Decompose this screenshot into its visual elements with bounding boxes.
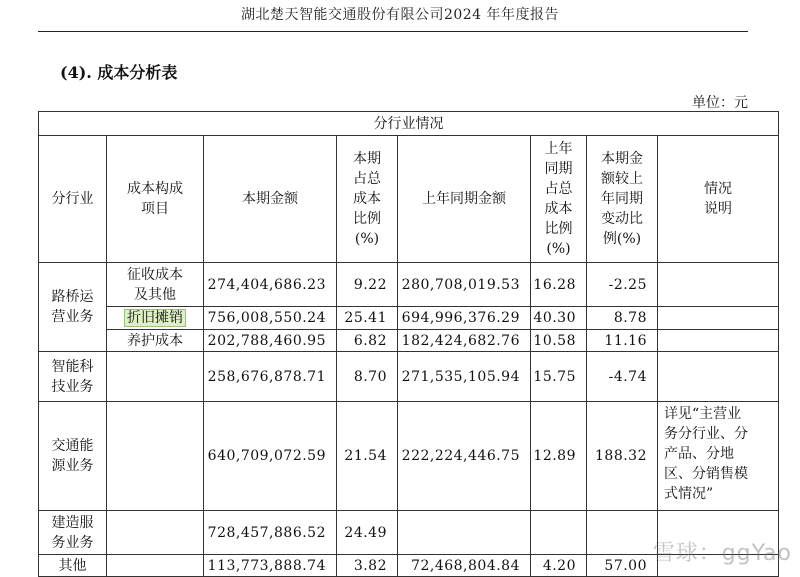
industry-cell: 其他: [39, 555, 107, 577]
ratio-cell: 3.82: [337, 555, 398, 577]
note-cell: [658, 330, 779, 352]
cost-item-cell: [107, 555, 204, 577]
prev-amount-cell: 182,424,682.76: [398, 330, 531, 352]
prev-amount-cell: 222,224,446.75: [398, 402, 531, 511]
document-header: 湖北楚天智能交通股份有限公司2024 年年度报告: [240, 7, 560, 23]
cost-item-cell: [107, 511, 204, 555]
prev-ratio-cell: 4.20: [531, 555, 587, 577]
industry-cell: 路桥运 营业务: [39, 263, 107, 352]
header-divider: [38, 31, 748, 32]
table-header-row: [39, 136, 779, 263]
amount-cell: 274,404,686.23: [204, 263, 337, 307]
amount-cell: 640,709,072.59: [204, 402, 337, 511]
prev-amount-cell: [398, 511, 531, 555]
column-header: 分行业: [39, 136, 107, 263]
change-cell: 57.00: [587, 555, 658, 577]
change-cell: [587, 511, 658, 555]
table-row: [39, 263, 779, 307]
change-cell: -2.25: [587, 263, 658, 307]
note-cell: [658, 352, 779, 402]
ratio-cell: 25.41: [337, 307, 398, 330]
cost-analysis-table: [38, 111, 779, 577]
industry-cell: 建造服 务业务: [39, 511, 107, 555]
prev-amount-cell: 694,996,376.29: [398, 307, 531, 330]
prev-ratio-cell: 15.75: [531, 352, 587, 402]
ratio-cell: 8.70: [337, 352, 398, 402]
section-title: (4). 成本分析表: [60, 63, 178, 82]
prev-ratio-cell: 12.89: [531, 402, 587, 511]
change-cell: 188.32: [587, 402, 658, 511]
ratio-cell: 6.82: [337, 330, 398, 352]
table-row: [39, 402, 779, 511]
note-cell: 详见“主营业 务分行业、分 产品、分地 区、分销售模 式情况”: [658, 402, 779, 511]
change-cell: 8.78: [587, 307, 658, 330]
table-row: [39, 330, 779, 352]
table-row: [39, 307, 779, 330]
change-cell: 11.16: [587, 330, 658, 352]
cost-item-cell: 养护成本: [107, 330, 204, 352]
prev-amount-cell: 271,535,105.94: [398, 352, 531, 402]
column-header: 本期金 额较上 年同期 变动比 例(%): [587, 136, 658, 263]
highlighted-text: 折旧摊销: [124, 309, 186, 327]
industry-cell: 交通能 源业务: [39, 402, 107, 511]
cost-item-cell: 征收成本 及其他: [107, 263, 204, 307]
column-header: 情况 说明: [658, 136, 779, 263]
column-header: 成本构成 项目: [107, 136, 204, 263]
table-group-title: 分行业情况: [39, 112, 779, 136]
prev-ratio-cell: 40.30: [531, 307, 587, 330]
amount-cell: 202,788,460.95: [204, 330, 337, 352]
change-cell: -4.74: [587, 352, 658, 402]
ratio-cell: 9.22: [337, 263, 398, 307]
prev-ratio-cell: 16.28: [531, 263, 587, 307]
note-cell: [658, 263, 779, 307]
unit-label: 单位：元: [692, 95, 748, 111]
note-cell: [658, 307, 779, 330]
column-header: 上年 同期 占总 成本 比例 (%): [531, 136, 587, 263]
watermark: 雪球：ggYao: [652, 541, 792, 566]
column-header: 本期 占总 成本 比例 (%): [337, 136, 398, 263]
cost-item-cell: [107, 307, 204, 330]
prev-amount-cell: 72,468,804.84: [398, 555, 531, 577]
cost-item-cell: [107, 352, 204, 402]
table-row: [39, 352, 779, 402]
industry-cell: 智能科 技业务: [39, 352, 107, 402]
amount-cell: 113,773,888.74: [204, 555, 337, 577]
column-header: 本期金额: [204, 136, 337, 263]
amount-cell: 258,676,878.71: [204, 352, 337, 402]
cost-item-cell: [107, 402, 204, 511]
ratio-cell: 21.54: [337, 402, 398, 511]
amount-cell: 756,008,550.24: [204, 307, 337, 330]
prev-ratio-cell: 10.58: [531, 330, 587, 352]
column-header: 上年同期金额: [398, 136, 531, 263]
ratio-cell: 24.49: [337, 511, 398, 555]
amount-cell: 728,457,886.52: [204, 511, 337, 555]
prev-amount-cell: 280,708,019.53: [398, 263, 531, 307]
prev-ratio-cell: [531, 511, 587, 555]
